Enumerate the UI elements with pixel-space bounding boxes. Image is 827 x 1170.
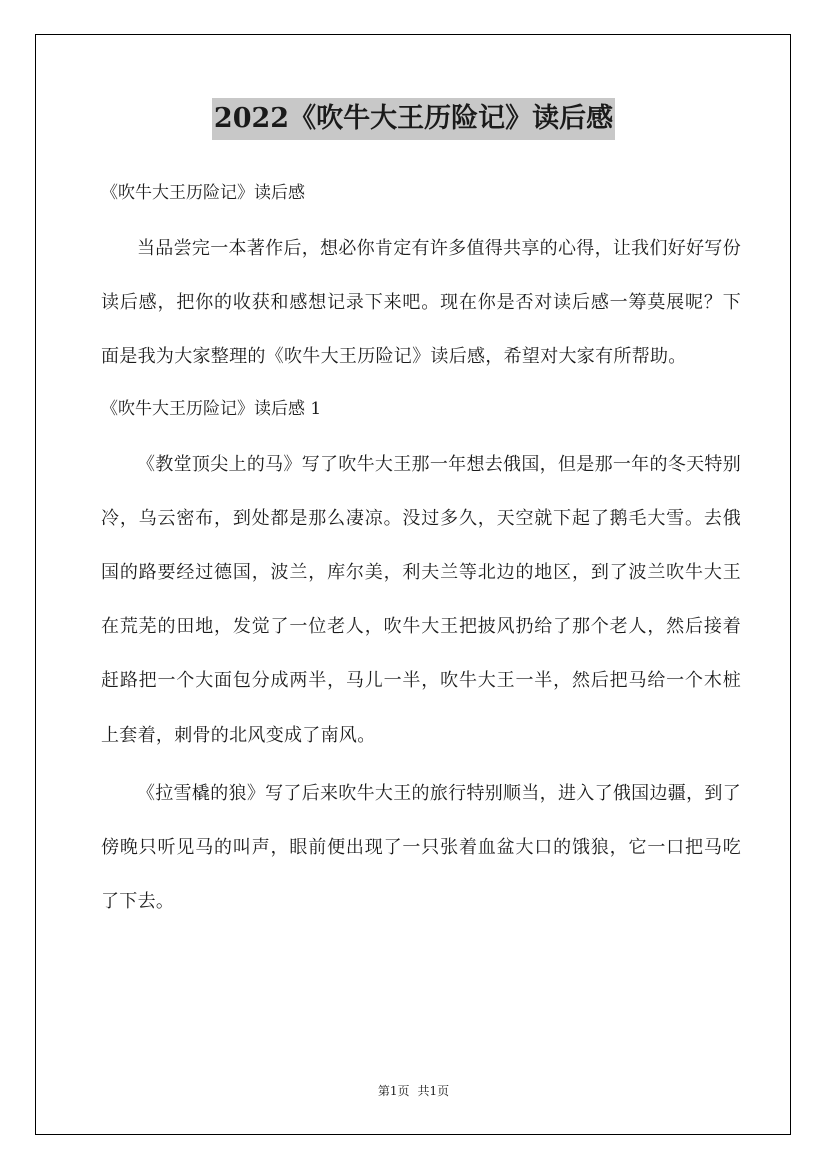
paragraph-1: 《教堂顶尖上的马》写了吹牛大王那一年想去俄国，但是那一年的冬天特别冷，乌云密布，到处都是那么凄凉。没过多久，天空就下起了鹅毛大雪。去俄国的路要经过德国，波兰，库尔美，利夫兰等北边的地区，到了波兰吹牛大王在荒芜的田地，发觉了一位老人，吹牛大王把披风扔给了那个老人，然后接着赶路把一个大面包分成两半，马儿一半，吹牛大王一半，然后把马给一个木桩上套着，刺骨的北风变成了南风。 <box>101 453 741 746</box>
section-heading-1: 《吹牛大王历险记》读后感 1 <box>101 398 322 419</box>
document-body <box>101 171 741 929</box>
title-wrapper <box>0 98 827 140</box>
page-footer <box>0 1083 827 1099</box>
page-total: 共1页 <box>417 1084 450 1098</box>
section-heading-intro: 《吹牛大王历险记》读后感 <box>101 183 305 203</box>
page-number: 第1页 <box>377 1084 410 1098</box>
document-title: 2022《吹牛大王历险记》读后感 <box>212 98 615 140</box>
paragraph-2: 《拉雪橇的狼》写了后来吹牛大王的旅行特别顺当，进入了俄国边疆，到了傍晚只听见马的叫声，眼前便出现了一只张着血盆大口的饿狼，它一口把马吃了下去。 <box>101 782 741 913</box>
intro-paragraph: 当品尝完一本著作后，想必你肯定有许多值得共享的心得，让我们好好写份读后感，把你的收获和感想记录下来吧。现在你是否对读后感一筹莫展呢？下面是我为大家整理的《吹牛大王历险记》读后感，希望对大家有所帮助。 <box>101 238 741 368</box>
